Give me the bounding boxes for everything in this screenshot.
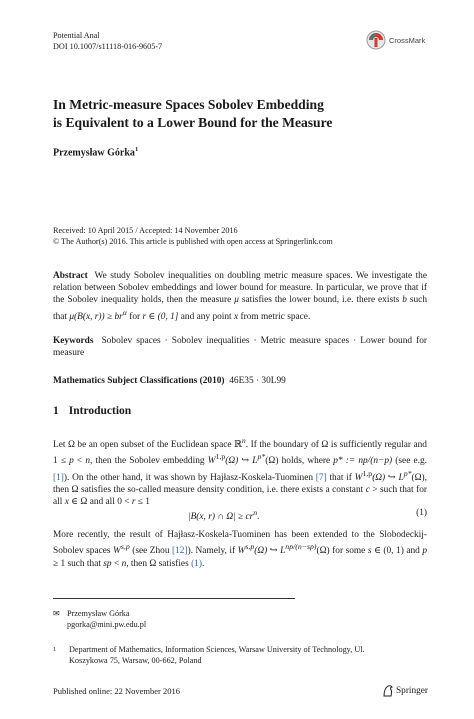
p-star-definition: p* := np/(n−p) bbox=[333, 456, 393, 467]
math-sup: 1,p bbox=[362, 468, 373, 478]
lower-bound-inequality: μ(B(x, r)) ≥ br bbox=[69, 311, 123, 322]
title-line-2: is Equivalent to a Lower Bound for the Measure bbox=[53, 114, 333, 130]
paragraph-text: ). Namely, if bbox=[187, 546, 238, 557]
paragraph-text: , then Ω satisfies bbox=[126, 558, 192, 569]
abstract-label: Abstract bbox=[53, 271, 88, 281]
equation-end: . bbox=[257, 512, 260, 523]
section-title: Introduction bbox=[68, 405, 132, 417]
abstract-text: such that bbox=[53, 295, 427, 322]
keywords-text: Sobolev spaces · Sobolev inequalities · Metric measure spaces · Lower bound for measure bbox=[53, 336, 427, 359]
citation-link[interactable]: [12] bbox=[172, 546, 188, 557]
intro-text: Let Ω be an open subset of the Euclidean space ℝ bbox=[53, 440, 242, 451]
crossmark-badge[interactable] bbox=[366, 30, 425, 50]
title-line-1: In Metric-measure Spaces Sobolev Embedding bbox=[53, 97, 324, 112]
article-dates bbox=[53, 225, 333, 247]
intro-text: . If the boundary of Ω is sufficiently regular and 1 ≤ bbox=[53, 440, 427, 467]
math-embedding: (Ω) ↪ L bbox=[225, 456, 258, 467]
intro-text: > such that for all bbox=[53, 484, 427, 508]
paragraph-text: (Ω) for some bbox=[316, 546, 368, 557]
abstract-text: and any point bbox=[178, 311, 234, 322]
author-contact bbox=[53, 609, 146, 630]
symbol-c: c bbox=[365, 484, 370, 495]
recent-results-paragraph bbox=[53, 529, 427, 570]
intro-text: ∈ Ω and all 0 < bbox=[68, 497, 132, 508]
springer-logo bbox=[382, 684, 428, 697]
symbol-b: b bbox=[402, 295, 407, 306]
citation-link[interactable]: [1] bbox=[53, 472, 64, 483]
springer-horse-icon bbox=[382, 684, 394, 697]
math-embedding: (Ω) ↪ L bbox=[254, 546, 286, 557]
author-name: Przemysław Górka bbox=[53, 147, 135, 159]
section-heading bbox=[53, 405, 131, 417]
footnote-divider bbox=[53, 598, 295, 599]
affiliation-line-1: Department of Mathematics, Information Sciences, Warsaw University of Technology, Ul. bbox=[69, 645, 365, 654]
intro-text: that if bbox=[326, 472, 355, 483]
math-sup: p* bbox=[257, 452, 266, 462]
symbol-n: n bbox=[85, 456, 90, 467]
affiliation-line-2: Koszykowa 75, Warsaw, 00-662, Poland bbox=[69, 655, 202, 665]
copyright-notice: © The Author(s) 2016. This article is published with open access at Springerlink.com bbox=[53, 237, 333, 246]
math-sup: s,p bbox=[245, 542, 255, 552]
r-range: r ∈ (0, 1] bbox=[142, 311, 179, 322]
equation-number: (1) bbox=[416, 508, 427, 518]
equation-link[interactable]: (1) bbox=[191, 558, 202, 569]
section-number: 1 bbox=[53, 405, 59, 417]
received-accepted: Received: 10 April 2015 / Accepted: 14 November 2016 bbox=[53, 226, 238, 235]
math-sup: p* bbox=[403, 468, 412, 478]
intro-text: (see e.g. bbox=[392, 456, 427, 467]
equation-body bbox=[188, 508, 260, 522]
math-w: W bbox=[237, 546, 246, 557]
journal-name: Potential Anal bbox=[53, 31, 100, 40]
affiliation-footnote bbox=[53, 645, 409, 666]
paragraph-text: ∈ (0, 1) and bbox=[371, 546, 423, 557]
paragraph-text: < bbox=[111, 558, 122, 569]
symbol-x: x bbox=[64, 497, 69, 508]
author-footnote-mark: 1 bbox=[134, 146, 139, 153]
symbol-x: x bbox=[234, 311, 239, 322]
msc-codes: 46E35 · 30L99 bbox=[229, 376, 286, 386]
paper-title bbox=[53, 96, 433, 131]
intro-text: ). On the other hand, it was shown by Hajłasz-Koskela-Tuominen bbox=[63, 472, 316, 483]
crossmark-icon bbox=[366, 30, 386, 50]
intro-text: , then the Sobolev embedding bbox=[90, 456, 208, 467]
affiliation-number: 1 bbox=[53, 646, 57, 653]
math-sup: np/(n−sp) bbox=[285, 542, 317, 552]
math-sup: n bbox=[253, 508, 258, 517]
symbol-s: s bbox=[367, 546, 372, 557]
intro-text: (Ω), then Ω satisfies the so-called measure density condition, i.e. there exists a constant bbox=[53, 472, 427, 495]
citation-link[interactable]: [7] bbox=[315, 472, 327, 483]
journal-header bbox=[53, 30, 162, 52]
intro-text: < bbox=[73, 456, 86, 467]
msc-classifications bbox=[53, 375, 427, 387]
abstract-text: satisfies the lower bound, i.e. there exists bbox=[238, 295, 403, 306]
intro-text: (Ω) holds, where bbox=[265, 456, 334, 467]
intro-paragraph bbox=[53, 435, 427, 508]
published-date: Published online: 22 November 2016 bbox=[53, 686, 181, 696]
envelope-icon: ✉ bbox=[53, 609, 60, 618]
abstract-text: from metric space. bbox=[238, 311, 311, 322]
doi[interactable]: DOI 10.1007/s11118-016-9605-7 bbox=[53, 42, 163, 51]
equation-text: |B(x, r) ∩ Ω| ≥ cr bbox=[188, 512, 254, 523]
symbol-mu: μ bbox=[234, 295, 239, 306]
math-embedding: (Ω) ↪ L bbox=[372, 472, 404, 483]
abstract bbox=[53, 270, 427, 323]
paragraph-text: ≥ 1 such that bbox=[53, 558, 104, 569]
paragraph-text: (see Zhou bbox=[129, 546, 173, 557]
symbol-alpha: α bbox=[122, 307, 127, 317]
msc-label: Mathematics Subject Classifications (2010) bbox=[53, 376, 225, 386]
math-w: W bbox=[207, 456, 216, 467]
contact-email[interactable]: pgorka@mini.pw.edu.pl bbox=[67, 619, 147, 629]
keywords-label: Keywords bbox=[53, 336, 94, 346]
intro-text: ≤ 1 bbox=[135, 497, 150, 508]
math-sup: n bbox=[241, 436, 246, 445]
crossmark-label: CrossMark bbox=[389, 35, 426, 45]
symbol-p: p bbox=[69, 456, 74, 467]
math-sup: s,p bbox=[120, 542, 130, 552]
contact-name: Przemysław Górka bbox=[67, 609, 130, 618]
symbol-n: n bbox=[121, 558, 127, 569]
paragraph-text: More recently, the result of Hajłasz-Koskela-Tuominen has been extended to the Slobodeckij-Sobolev spaces bbox=[53, 530, 427, 557]
math-w: W bbox=[113, 546, 121, 557]
keywords bbox=[53, 335, 427, 359]
symbol-r: r bbox=[131, 497, 136, 508]
paragraph-text: . bbox=[201, 558, 205, 569]
symbol-sp: sp bbox=[103, 558, 112, 569]
math-sup: 1,p bbox=[215, 452, 226, 462]
author bbox=[53, 146, 138, 158]
abstract-text: for bbox=[126, 311, 143, 322]
abstract-text: We study Sobolev inequalities on doubling metric measure spaces. We investigate the relation between Sobolev embeddings and lower bound for measure. In particular, we prove that if the Sobolev inequality holds, then the measure bbox=[53, 271, 427, 306]
symbol-p: p bbox=[422, 546, 427, 557]
springer-label: Springer bbox=[396, 685, 429, 696]
math-w: W bbox=[354, 472, 363, 483]
